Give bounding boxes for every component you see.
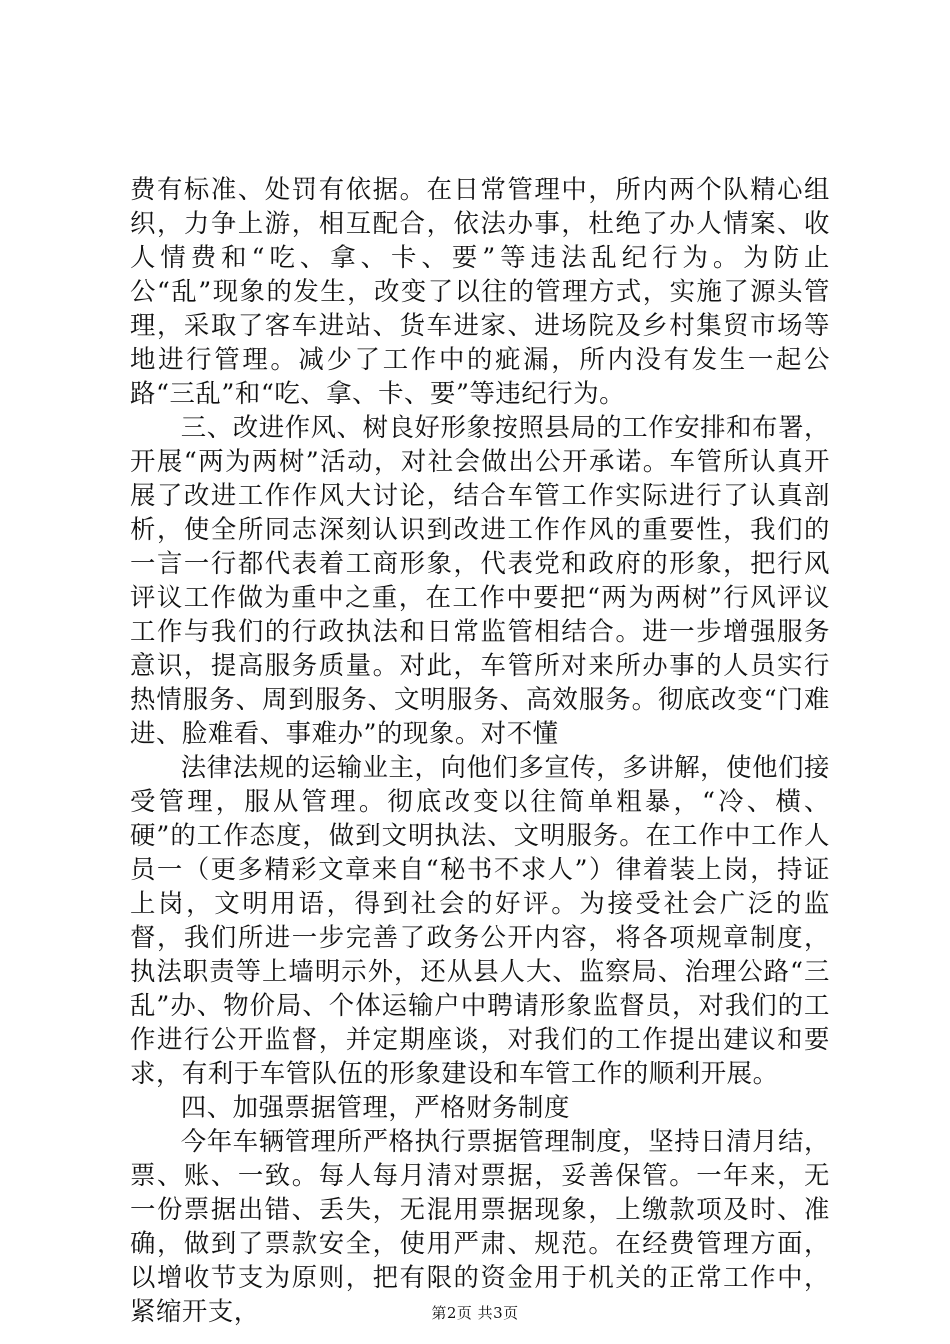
section-heading-four: 四、加强票据管理，严格财务制度 <box>180 1092 570 1122</box>
page-number-footer: 第2页 共3页 <box>431 1304 519 1322</box>
paragraph-section-three: 三、改进作风、树良好形象按照县局的工作安排和布署，开展“两为两树”活动，对社会做出公开承诺。车管所认真开展了改进工作作风大讨论，结合车管工作实际进行了认真剖析，使全所同志深刻认识到改进工作作风的重要性，我们的一言一行都代表着工商形象，代表党和政府的形象，把行风评议工作做为重中之重，在工作中要把“两为两树”行风评议工作与我们的行政执法和日常监管相结合。进一步增强服务意识，提高服务质量。对此，车管所对来所办事的人员实行热情服务、周到服务、文明服务、高效服务。彻底改变“门难进、脸难看、事难办”的现象。对不懂 <box>130 412 830 748</box>
paragraph-receipt-management: 今年车辆管理所严格执行票据管理制度，坚持日清月结，票、账、一致。每人每月清对票据，妥善保管。一年来，无一份票据出错、丢失，无混用票据现象，上缴款项及时、准确，做到了票款安全，使用严肃、规范。在经费管理方面，以增收节支为原则，把有限的资金用于机关的正常工作中，紧缩开支， <box>130 1126 830 1326</box>
document-body <box>130 172 830 1328</box>
paragraph-service-improvement: 法律法规的运输业主，向他们多宣传，多讲解，使他们接受管理，服从管理。彻底改变以往简单粗暴，“冷、横、硬”的工作态度，做到文明执法、文明服务。在工作中工作人员一（更多精彩文章来自“秘书不求人”）律着装上岗，持证上岗，文明用语，得到社会的好评。为接受社会广泛的监督，我们所进一步完善了政务公开内容，将各项规章制度，执法职责等上墙明示外，还从县人大、监察局、治理公路“三乱”办、物价局、个体运输户中聘请形象监督员，对我们的工作进行公开监督，并定期座谈，对我们的工作提出建议和要求，有利于车管队伍的形象建设和车管工作的顺利开展。 <box>130 752 830 1088</box>
paragraph-continuation: 费有标准、处罚有依据。在日常管理中，所内两个队精心组织，力争上游，相互配合，依法办事，杜绝了办人情案、收人情费和“吃、拿、卡、要”等违法乱纪行为。为防止公“乱”现象的发生，改变了以往的管理方式，实施了源头管理，采取了客车进站、货车进家、进场院及乡村集贸市场等地进行管理。减少了工作中的疵漏，所内没有发生一起公路“三乱”和“吃、拿、卡、要”等违纪行为。 <box>130 174 830 408</box>
